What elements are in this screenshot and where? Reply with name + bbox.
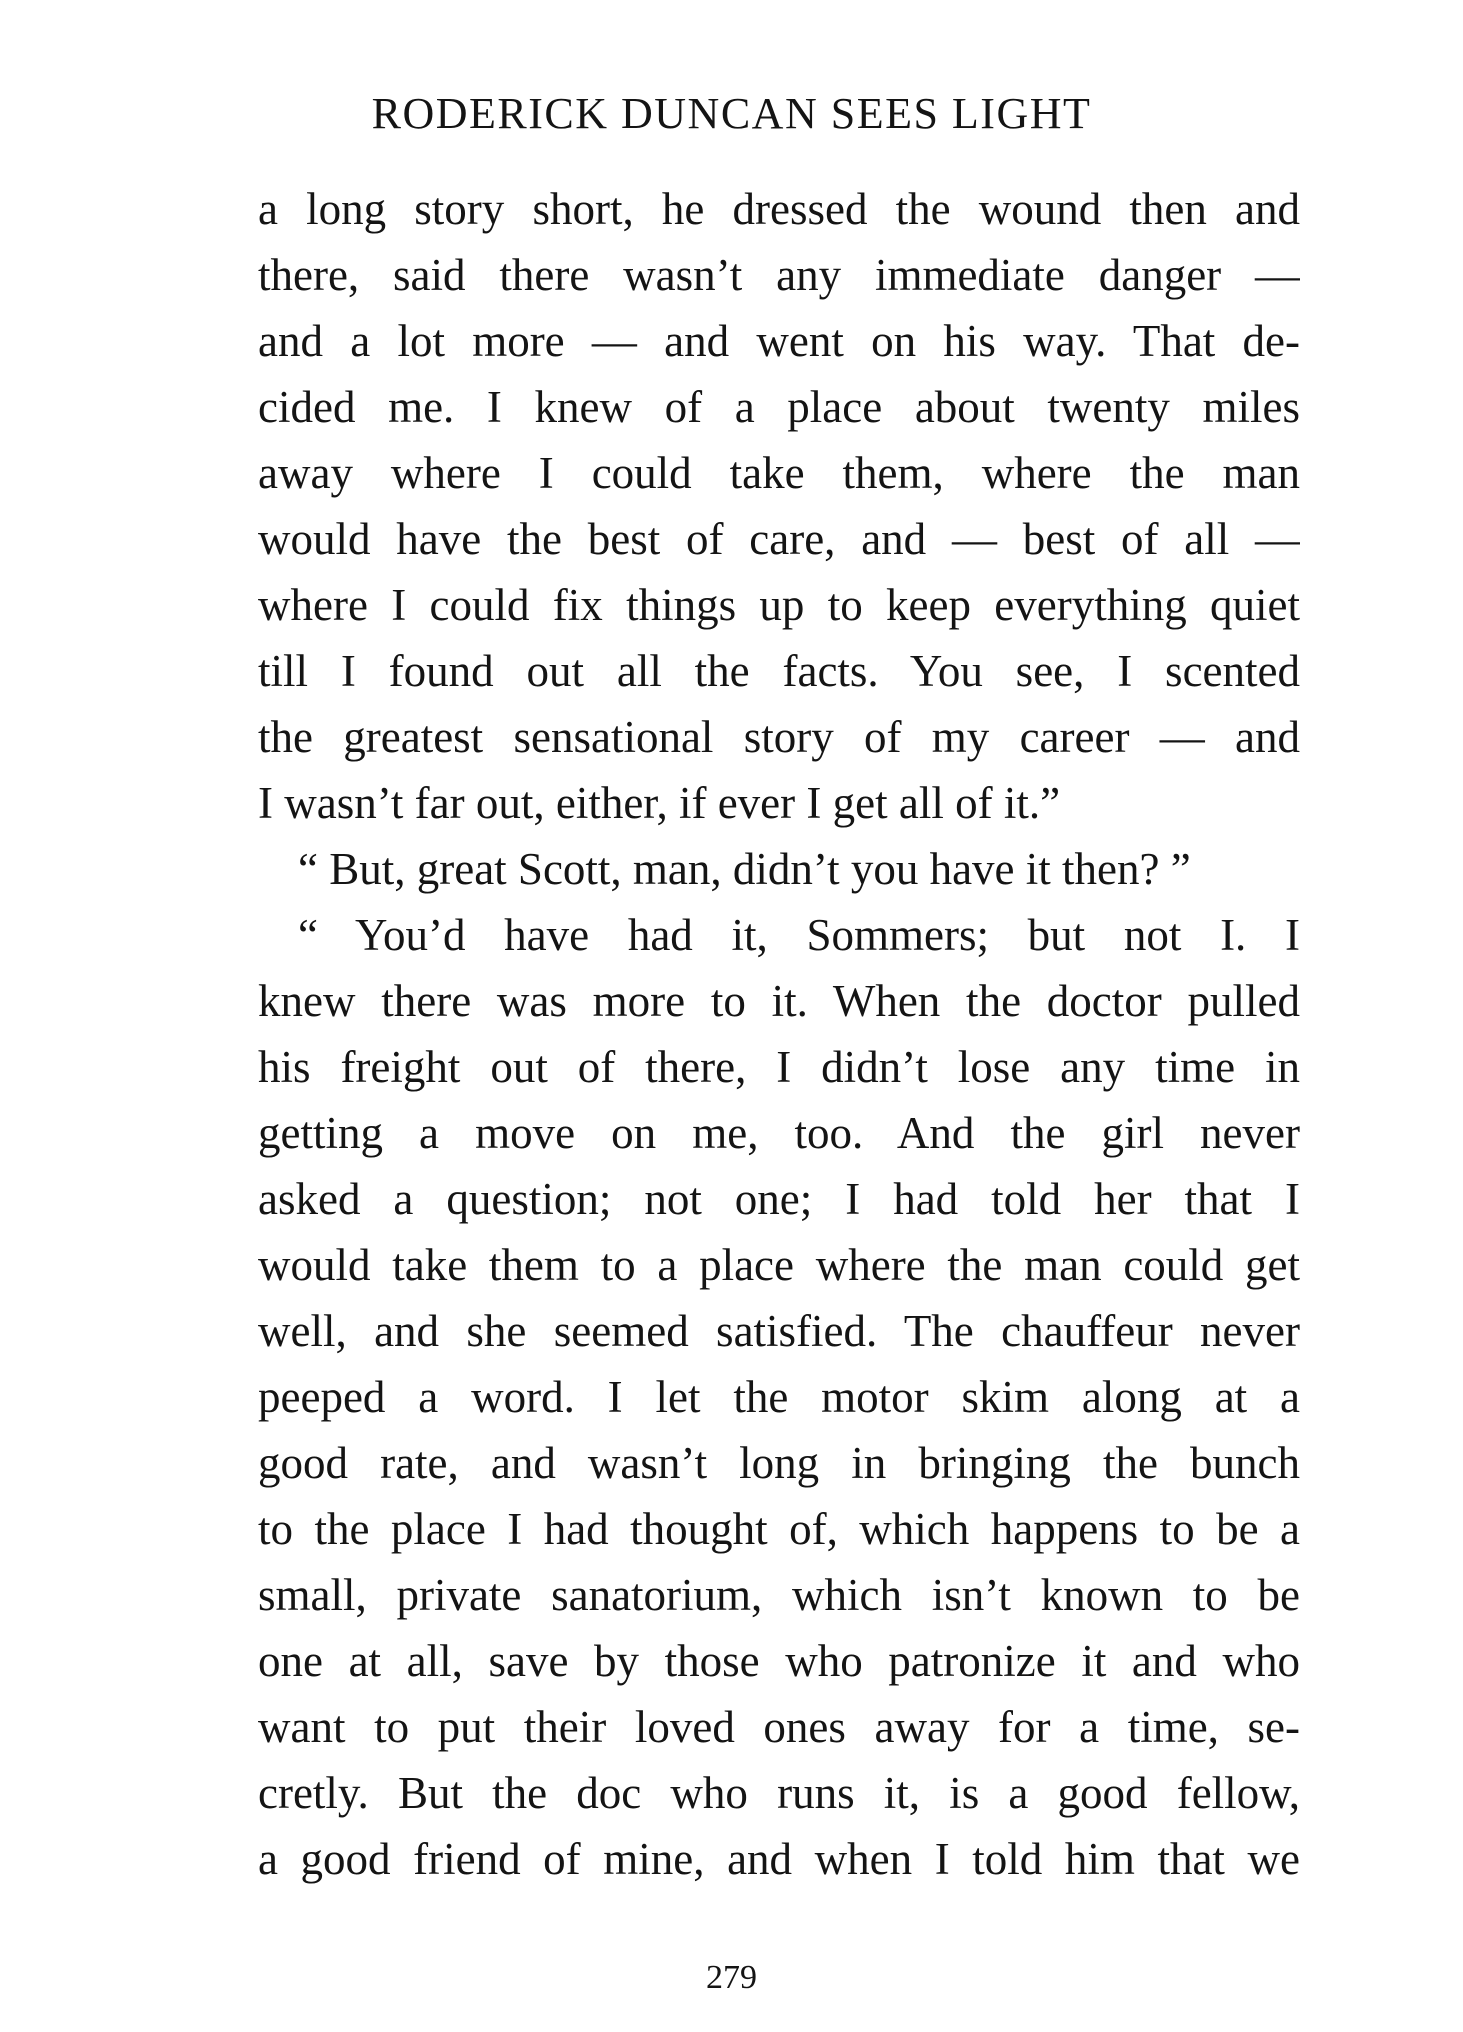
text-line: would take them to a place where the man could get [258,1240,1300,1290]
page-number: 279 [706,1959,757,1996]
text-line: his freight out of there, I didn’t lose any time in [258,1042,1300,1092]
text-line: cretly. But the doc who runs it, is a good fellow, [258,1768,1300,1818]
text-line: good rate, and wasn’t long in bringing the bunch [258,1438,1300,1488]
text-line: I wasn’t far out, either, if ever I get all of it.” [258,778,1061,828]
text-line: to the place I had thought of, which happens to be a [258,1504,1300,1554]
text-line: “ You’d have had it, Sommers; but not I. I [298,910,1300,960]
text-line: want to put their loved ones away for a time, se- [258,1702,1300,1752]
text-line: a long story short, he dressed the wound then and [258,184,1300,234]
running-head: RODERICK DUNCAN SEES LIGHT [371,89,1092,138]
text-line: peeped a word. I let the motor skim along at a [258,1372,1300,1422]
text-line: where I could fix things up to keep everything quiet [258,580,1300,630]
text-line: a good friend of mine, and when I told him that we [258,1834,1300,1884]
text-line: cided me. I knew of a place about twenty miles [258,382,1300,432]
text-line: and a lot more — and went on his way. That de- [258,316,1300,366]
text-line: knew there was more to it. When the doctor pulled [258,976,1300,1026]
text-line: well, and she seemed satisfied. The chauffeur never [258,1306,1300,1356]
text-line: asked a question; not one; I had told her that I [258,1174,1300,1224]
text-line: “ But, great Scott, man, didn’t you have it then? ” [298,844,1191,894]
text-line: the greatest sensational story of my career — and [258,712,1300,762]
text-line: one at all, save by those who patronize it and who [258,1636,1300,1686]
text-line: till I found out all the facts. You see, I scented [258,646,1300,696]
body-text [258,176,1300,1892]
text-line: small, private sanatorium, which isn’t known to be [258,1570,1300,1620]
text-line: would have the best of care, and — best of all — [258,514,1300,564]
text-line: there, said there wasn’t any immediate danger — [258,250,1300,300]
text-line: away where I could take them, where the man [258,448,1300,498]
text-line: getting a move on me, too. And the girl never [258,1108,1300,1158]
